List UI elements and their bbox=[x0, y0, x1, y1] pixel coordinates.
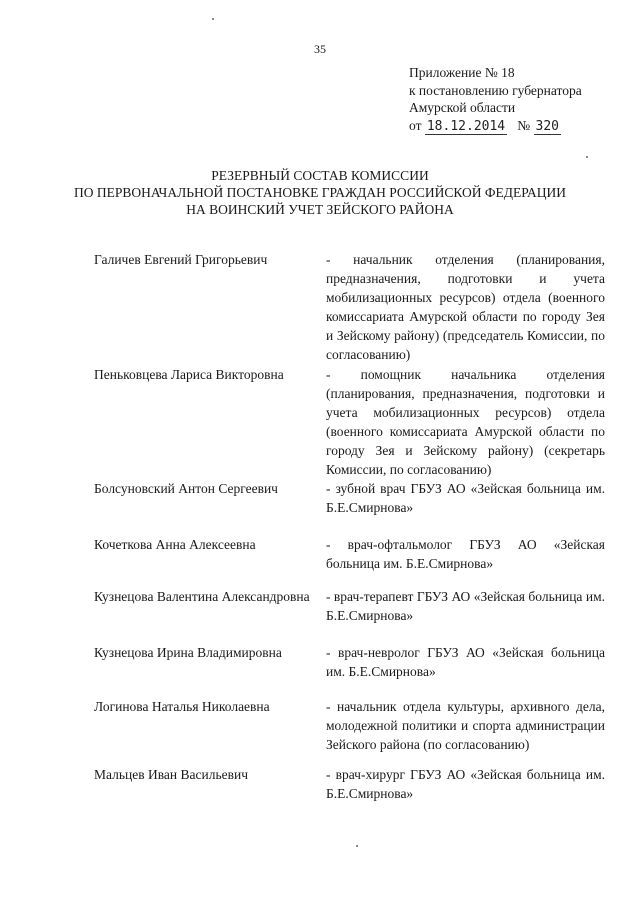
member-name: Пеньковцева Лариса Викторовна bbox=[94, 367, 284, 382]
decree-number: 320 bbox=[535, 118, 560, 134]
document-title bbox=[0, 167, 640, 218]
member-duty: - врач-офтальмолог ГБУЗ АО «Зейская больница им. Б.Е.Смирнова» bbox=[326, 537, 605, 571]
date-prefix: от bbox=[409, 117, 422, 133]
member-name: Мальцев Иван Васильевич bbox=[94, 767, 248, 782]
member-duty: - зубной врач ГБУЗ АО «Зейская больница им. Б.Е.Смирнова» bbox=[326, 481, 605, 515]
number-prefix: № bbox=[517, 117, 531, 133]
member-duty: - врач-хирург ГБУЗ АО «Зейская больница им. Б.Е.Смирнова» bbox=[326, 767, 605, 801]
appendix-region: Амурской области bbox=[409, 100, 516, 115]
member-name: Кузнецова Ирина Владимировна bbox=[94, 645, 282, 660]
scan-speck bbox=[586, 156, 588, 158]
member-duty: - начальник отделения (планирования, предназначения, подготовки и учета мобилизационных ресурсов) отдела (военного комиссариата Амурской области по городу Зея и Зейскому району) (председатель Комиссии, по согласованию) bbox=[326, 252, 605, 362]
member-name: Логинова Наталья Николаевна bbox=[94, 699, 270, 714]
member-duty: - врач-терапевт ГБУЗ АО «Зейская больница им. Б.Е.Смирнова» bbox=[326, 589, 605, 623]
member-name: Кочеткова Анна Алексеевна bbox=[94, 537, 256, 552]
member-duty: - начальник отдела культуры, архивного дела, молодежной политики и спорта администрации Зейского района (по согласованию) bbox=[326, 699, 605, 752]
member-duty: - помощник начальника отделения (планирования, предназначения, подготовки и учета мобилизационных ресурсов) отдела (военного комиссариата Амурской области по городу Зея и Зейскому району) (секретарь Комиссии, по согласованию) bbox=[326, 367, 605, 477]
member-name: Болсуновский Антон Сергеевич bbox=[94, 481, 278, 496]
title-line-2: ПО ПЕРВОНАЧАЛЬНОЙ ПОСТАНОВКЕ ГРАЖДАН РОССИЙСКОЙ ФЕДЕРАЦИИ bbox=[73, 185, 567, 200]
member-duty: - врач-невролог ГБУЗ АО «Зейская больница им. Б.Е.Смирнова» bbox=[326, 645, 605, 679]
decree-date: 18.12.2014 bbox=[426, 118, 506, 134]
title-line-1: РЕЗЕРВНЫЙ СОСТАВ КОМИССИИ bbox=[211, 168, 429, 183]
member-name: Галичев Евгений Григорьевич bbox=[94, 252, 268, 267]
member-name: Кузнецова Валентина Александровна bbox=[94, 589, 310, 604]
title-line-3: НА ВОИНСКИЙ УЧЕТ ЗЕЙСКОГО РАЙОНА bbox=[186, 202, 454, 217]
scan-speck bbox=[212, 18, 214, 20]
appendix-reference: к постановлению губернатора bbox=[409, 82, 582, 98]
appendix-block bbox=[409, 64, 582, 135]
appendix-title: Приложение № 18 bbox=[409, 65, 515, 80]
scan-speck bbox=[356, 845, 358, 847]
page-number: 35 bbox=[314, 42, 326, 56]
appendix-date-line bbox=[409, 117, 582, 136]
